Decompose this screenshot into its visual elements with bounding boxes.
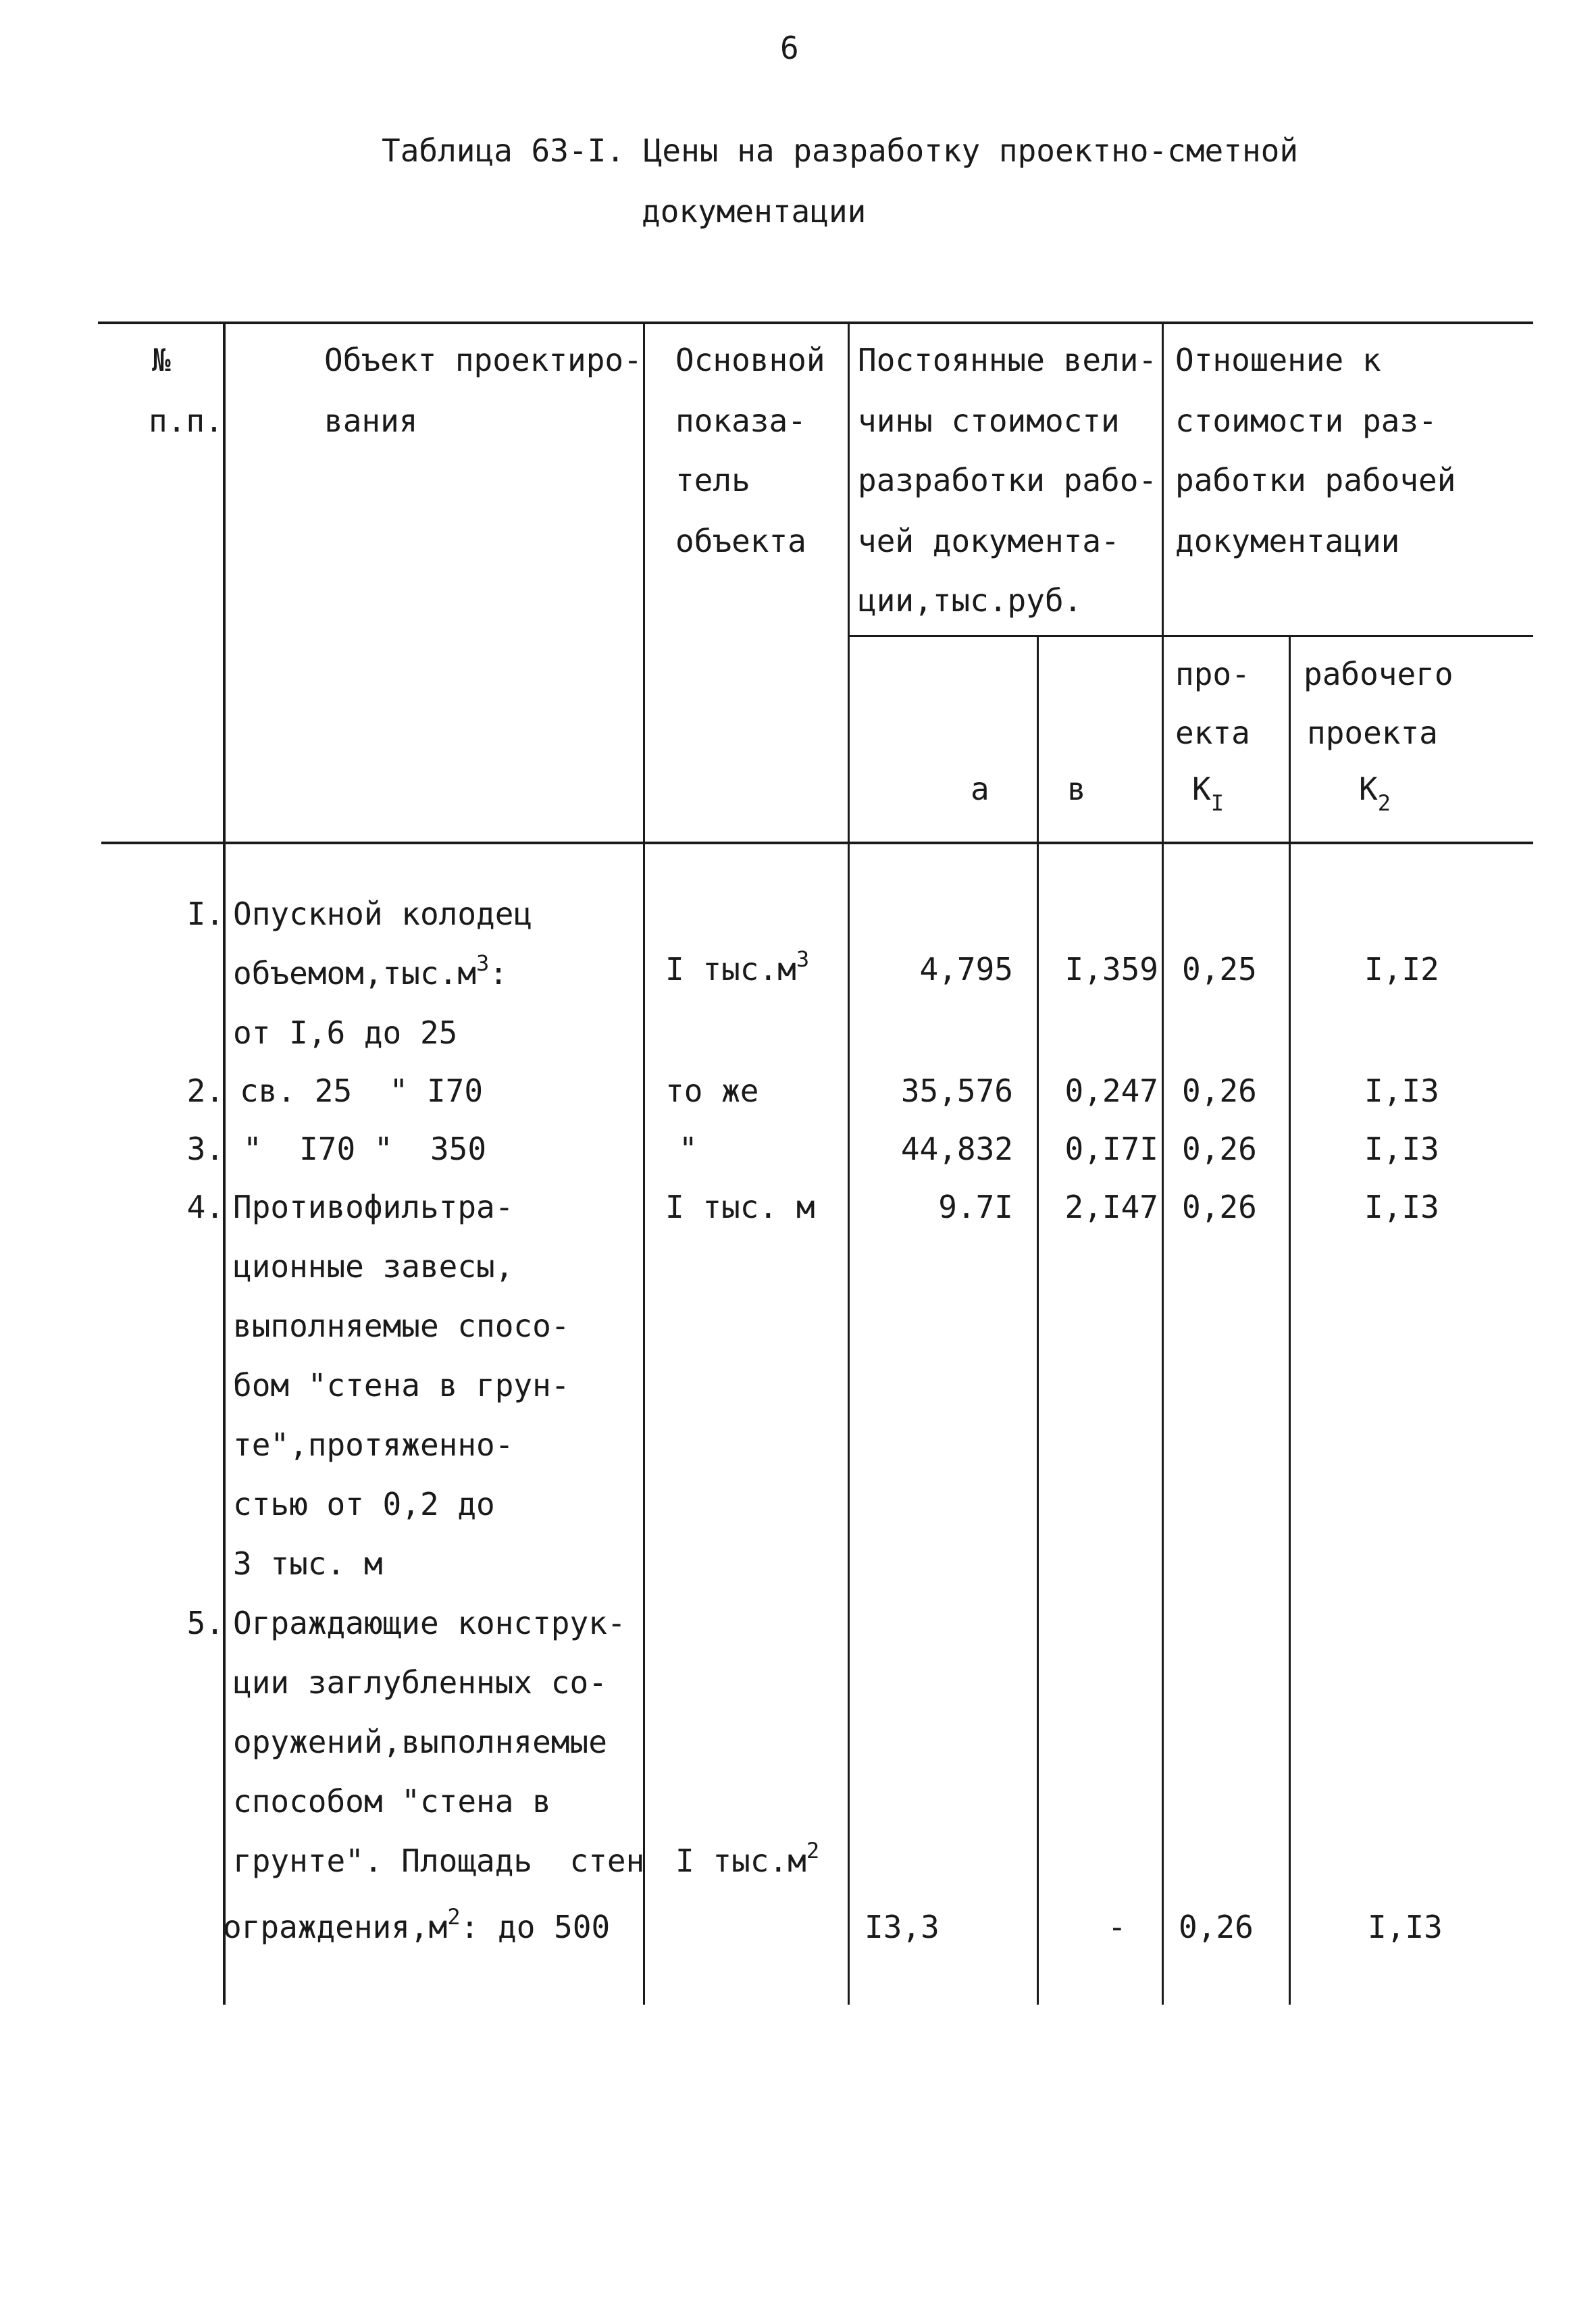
- row1-object-3: от I,6 до 25: [233, 1014, 458, 1051]
- header-constants-4: чей документа-: [858, 523, 1120, 559]
- col-divider-5: [1162, 323, 1164, 2005]
- header-ratio-3: работки рабочей: [1175, 462, 1456, 498]
- row2-num: 2.: [186, 1073, 224, 1109]
- row3-a: 44,832: [900, 1131, 1013, 1167]
- row1-k1: 0,25: [1182, 951, 1257, 987]
- row5-indicator-text: I тыс.м: [675, 1843, 806, 1879]
- row5-indicator-sup: 2: [806, 1838, 820, 1863]
- row4-b: 2,I47: [1064, 1189, 1158, 1225]
- row5-object-5: грунте". Площадь стен: [233, 1843, 645, 1879]
- row3-k2: I,I3: [1364, 1131, 1439, 1167]
- header-indicator-2: показа-: [675, 403, 806, 439]
- header-num-2: п.п.: [149, 403, 224, 439]
- row4-num: 4.: [186, 1189, 224, 1225]
- col-divider-3: [848, 323, 850, 2005]
- table-top-rule: [98, 322, 1533, 324]
- row4-k1: 0,26: [1182, 1189, 1257, 1225]
- k2-subscript: 2: [1377, 790, 1391, 816]
- row4-object-6: стью от 0,2 до: [233, 1486, 495, 1522]
- row1-a: 4,795: [919, 951, 1013, 987]
- row1-object-2-sup: 3: [476, 950, 490, 976]
- row5-indicator: [675, 1838, 820, 1879]
- k1-letter: К: [1192, 771, 1211, 807]
- row5-object-6-tail: : до 500: [460, 1909, 611, 1945]
- row4-object-4: бом "стена в грун-: [233, 1367, 570, 1404]
- header-object-2: вания: [324, 403, 418, 439]
- row1-indicator-sup: 3: [796, 946, 810, 972]
- row5-object-6-text: ограждения,м: [223, 1909, 448, 1945]
- header-bottom-rule: [101, 842, 1533, 844]
- row5-object-4: способом "стена в: [233, 1783, 551, 1820]
- row1-indicator: [665, 946, 810, 987]
- col-divider-2: [643, 323, 645, 2005]
- header-k1-2: екта: [1175, 715, 1250, 751]
- row5-object-6-sup: 2: [447, 1904, 461, 1930]
- col-divider-4: [1037, 635, 1039, 2005]
- header-ratio-4: документации: [1175, 523, 1400, 559]
- row5-k1: 0,26: [1179, 1909, 1254, 1945]
- row3-k1: 0,26: [1182, 1131, 1257, 1167]
- row4-indicator: I тыс. м: [665, 1189, 815, 1225]
- k2-letter: К: [1359, 771, 1378, 807]
- row5-k2: I,I3: [1368, 1909, 1443, 1945]
- row5-b: -: [1108, 1909, 1127, 1945]
- row2-object: св. 25 " I70: [240, 1073, 484, 1109]
- header-k2-1: рабочего: [1304, 656, 1453, 692]
- row1-object-1: Опускной колодец: [233, 896, 533, 932]
- page-number: 6: [780, 30, 799, 66]
- row3-indicator: ": [679, 1131, 698, 1167]
- header-col-a: а: [971, 771, 989, 807]
- header-col-b: в: [1067, 771, 1086, 807]
- header-constants-3: разработки рабо-: [858, 462, 1158, 498]
- header-constants-5: ции,тыс.руб.: [858, 582, 1083, 619]
- row5-object-2: ции заглубленных со-: [233, 1664, 607, 1701]
- row4-object-1: Противофильтра-: [233, 1189, 514, 1225]
- col-divider-6: [1289, 635, 1291, 2005]
- header-indicator-3: тель: [675, 462, 750, 498]
- header-k1-1: про-: [1175, 656, 1250, 692]
- row5-object-1: Ограждающие конструк-: [233, 1605, 626, 1641]
- row2-b: 0,247: [1064, 1073, 1158, 1109]
- header-ratio-1: Отношение к: [1175, 342, 1381, 378]
- table-title-line1: Таблица 63-I. Цены на разработку проектно-сметной: [382, 132, 1299, 169]
- row1-object-2: [233, 950, 508, 992]
- row3-object: " I70 " 350: [243, 1131, 487, 1167]
- header-indicator-4: объекта: [675, 523, 806, 559]
- table-title-line2: документации: [642, 193, 867, 230]
- row4-object-3: выполняемые спосо-: [233, 1308, 570, 1344]
- row1-object-2-text: объемом,тыс.м: [233, 955, 477, 992]
- row4-k2: I,I3: [1364, 1189, 1439, 1225]
- header-constants-1: Постоянные вели-: [858, 342, 1158, 378]
- row5-object-3: оружений,выполняемые: [233, 1724, 607, 1760]
- row1-num: I.: [186, 896, 224, 932]
- row3-b: 0,I7I: [1064, 1131, 1158, 1167]
- row5-a: I3,3: [865, 1909, 939, 1945]
- row2-k1: 0,26: [1182, 1073, 1257, 1109]
- header-k1-symbol: [1192, 771, 1224, 816]
- subheader-rule: [848, 635, 1533, 637]
- row2-k2: I,I3: [1364, 1073, 1439, 1109]
- row1-object-2-tail: :: [489, 955, 508, 992]
- header-k2-symbol: [1359, 771, 1391, 816]
- row1-b: I,359: [1064, 951, 1158, 987]
- header-ratio-2: стоимости раз-: [1175, 403, 1437, 439]
- row2-a: 35,576: [900, 1073, 1013, 1109]
- header-num-1: №: [152, 342, 171, 378]
- header-k2-2: проекта: [1307, 715, 1438, 751]
- row3-num: 3.: [186, 1131, 224, 1167]
- row4-a: 9.7I: [938, 1189, 1013, 1225]
- k1-subscript: I: [1210, 790, 1224, 816]
- row4-object-7: 3 тыс. м: [233, 1545, 383, 1582]
- header-object-1: Объект проектиро-: [324, 342, 642, 378]
- row4-object-2: ционные завесы,: [233, 1248, 514, 1285]
- row1-k2: I,I2: [1364, 951, 1439, 987]
- header-constants-2: чины стоимости: [858, 403, 1120, 439]
- row5-object-6: [223, 1904, 611, 1945]
- row4-object-5: те",протяженно-: [233, 1426, 514, 1463]
- row2-indicator: то же: [665, 1073, 759, 1109]
- row1-indicator-text: I тыс.м: [665, 951, 796, 987]
- row5-num: 5.: [186, 1605, 224, 1641]
- header-indicator-1: Основной: [675, 342, 825, 378]
